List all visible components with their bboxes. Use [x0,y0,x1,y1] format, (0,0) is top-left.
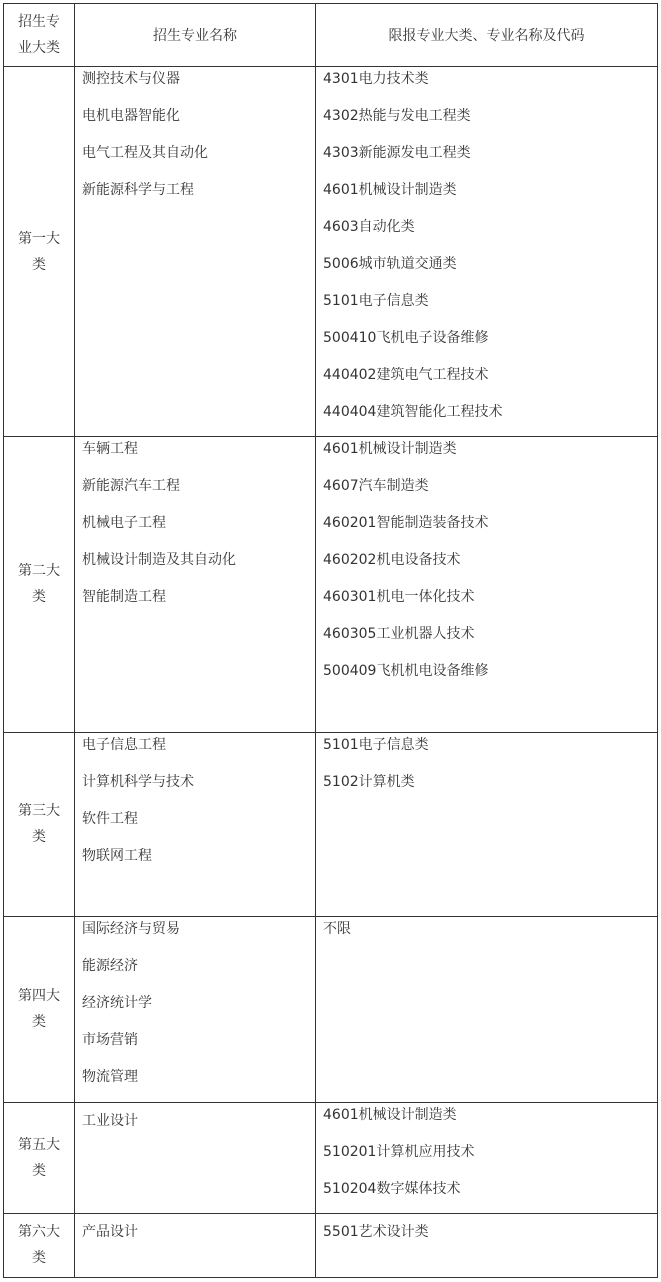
major-name: 测控技术与仪器 [82,71,180,88]
restriction-item: 5501艺术设计类 [323,1223,429,1240]
major-names-cell [75,916,316,1102]
major-name: 物流管理 [82,1068,138,1085]
category-cell [4,437,75,732]
header-category-line: 招生专 [18,14,60,31]
category-label-line: 类 [32,1250,46,1267]
restriction-item: 5101电子信息类 [323,293,429,310]
major-name: 计算机科学与技术 [82,773,194,790]
category-label-line: 第五大 [18,1136,60,1153]
category-cell [4,67,75,437]
category-label-line: 类 [32,589,46,606]
major-name: 软件工程 [82,810,138,827]
restrictions-cell [316,732,658,916]
restrictions-cell [316,1213,658,1277]
major-name: 机械电子工程 [82,515,166,532]
restriction-item: 4301电力技术类 [323,71,429,88]
major-name: 新能源科学与工程 [82,182,194,199]
restriction-item: 5101电子信息类 [323,736,429,753]
restriction-item: 5102计算机类 [323,773,415,790]
restriction-item: 460201智能制造装备技术 [323,515,489,532]
major-names-cell [75,732,316,916]
table-row [4,67,658,437]
restriction-item: 不限 [323,920,351,937]
restriction-item: 4303新能源发电工程类 [323,145,471,162]
category-cell [4,1213,75,1277]
major-name: 电机电器智能化 [82,108,180,125]
major-names-cell [75,1102,316,1213]
major-name: 新能源汽车工程 [82,478,180,495]
restriction-item: 4603自动化类 [323,219,415,236]
major-names-cell [75,1213,316,1277]
category-label-line: 第一大 [18,230,60,247]
restrictions-cell [316,67,658,437]
header-row [4,4,658,67]
table-row [4,1102,658,1213]
restriction-item: 4601机械设计制造类 [323,182,457,199]
restrictions-cell [316,1102,658,1213]
major-names-cell [75,67,316,437]
header-category-line: 业大类 [18,40,60,57]
restriction-item: 510201计算机应用技术 [323,1143,475,1160]
table-row [4,916,658,1102]
category-label-line: 第六大 [18,1224,60,1241]
category-cell [4,732,75,916]
restriction-item: 500409飞机机电设备维修 [323,663,489,680]
category-label-line: 第二大 [18,563,60,580]
major-name: 电子信息工程 [82,736,166,753]
table-row [4,732,658,916]
restriction-item: 440402建筑电气工程技术 [323,367,489,384]
major-name: 工业设计 [82,1112,138,1129]
category-cell [4,916,75,1102]
major-name: 电气工程及其自动化 [82,145,208,162]
category-label-line: 第四大 [18,988,60,1005]
restrictions-cell [316,437,658,732]
restriction-item: 460301机电一体化技术 [323,589,475,606]
restrictions-cell [316,916,658,1102]
major-name: 能源经济 [82,957,138,974]
category-label-line: 类 [32,829,46,846]
header-major-name: 招生专业名称 [75,4,316,67]
restriction-item: 4607汽车制造类 [323,478,429,495]
restriction-item: 4601机械设计制造类 [323,441,457,458]
major-name: 机械设计制造及其自动化 [82,552,236,569]
category-label-line: 类 [32,1014,46,1031]
major-names-cell [75,437,316,732]
restriction-item: 4302热能与发电工程类 [323,108,471,125]
table-row [4,1213,658,1277]
restriction-item: 4601机械设计制造类 [323,1106,457,1123]
major-name: 智能制造工程 [82,589,166,606]
major-name: 物联网工程 [82,847,152,864]
restriction-item: 500410飞机电子设备维修 [323,330,489,347]
category-cell [4,1102,75,1213]
header-restrictions: 限报专业大类、专业名称及代码 [316,4,658,67]
restriction-item: 440404建筑智能化工程技术 [323,404,503,421]
category-label-line: 第三大 [18,803,60,820]
restriction-item: 460202机电设备技术 [323,552,461,569]
major-name: 经济统计学 [82,994,152,1011]
major-name: 国际经济与贸易 [82,920,180,937]
category-label-line: 类 [32,1162,46,1179]
restriction-item: 460305工业机器人技术 [323,626,475,643]
major-name: 产品设计 [82,1223,138,1240]
enrollment-table [3,3,658,1278]
restriction-item: 510204数字媒体技术 [323,1180,461,1197]
table-row [4,437,658,732]
major-name: 车辆工程 [82,441,138,458]
category-label-line: 类 [32,256,46,273]
restriction-item: 5006城市轨道交通类 [323,256,457,273]
major-name: 市场营销 [82,1031,138,1048]
header-category [4,4,75,67]
